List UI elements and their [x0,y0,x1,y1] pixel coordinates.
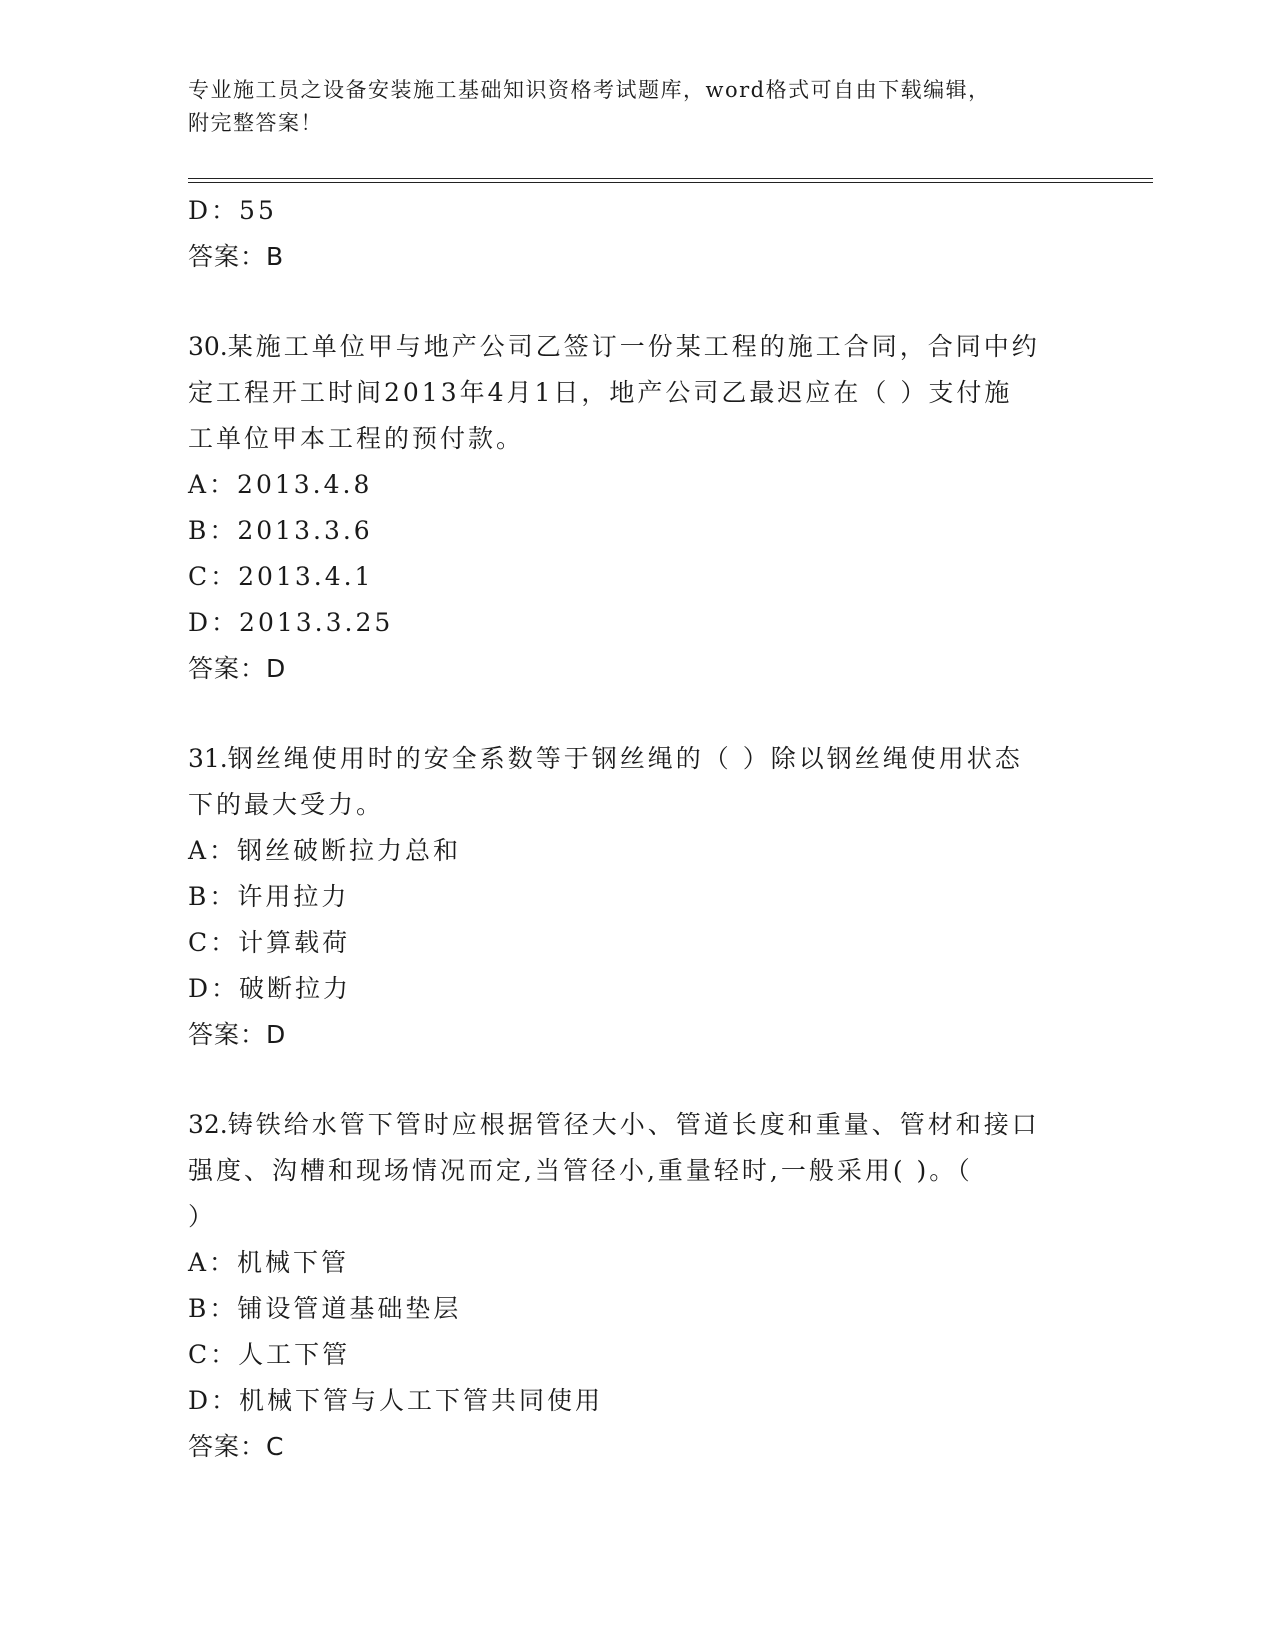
answer-line: 答案：D [188,654,287,683]
option-d: D：机械下管与人工下管共同使用 [188,1386,604,1415]
question-line-text: 钢丝绳使用时的安全系数等于钢丝绳的（ ）除以钢丝绳使用状态 [227,744,1023,773]
header-double-rule [188,178,1153,183]
document-header [188,74,1068,140]
option-b: B：许用拉力 [188,882,350,911]
question-text [188,736,1068,828]
option-d: D：2013.3.25 [188,608,394,637]
question-line-2: 下的最大受力。 [188,790,385,819]
option-a: A：钢丝破断拉力总和 [188,836,462,865]
question-line-3: ） [188,1202,217,1231]
option-b: B：铺设管道基础垫层 [188,1294,462,1323]
question-line-3: 工单位甲本工程的预付款。 [188,424,525,453]
document-body [188,188,1068,1470]
question-line-1 [188,736,1068,782]
question-number: 31. [188,744,228,773]
option-c: C：2013.4.1 [188,562,374,591]
question-line-text: 铸铁给水管下管时应根据管径大小、管道长度和重量、管材和接口 [227,1110,1040,1139]
question-30 [188,324,1068,692]
question-line-text: 某施工单位甲与地产公司乙签订一份某工程的施工合同，合同中约 [227,332,1040,361]
option-a: A：2013.4.8 [188,470,373,499]
question-line-1 [188,1102,1068,1148]
option-d: D：破断拉力 [188,974,352,1003]
question-line-2: 强度、沟槽和现场情况而定,当管径小,重量轻时,一般采用( )。（ [188,1156,973,1185]
option-c: C：人工下管 [188,1340,351,1369]
answer-line: 答案：B [188,242,285,271]
answer-line: 答案：C [188,1432,285,1461]
header-title-line-2: 附完整答案！ [188,111,323,135]
question-line-2: 定工程开工时间2013年4月1日，地产公司乙最迟应在（ ）支付施 [188,378,1013,407]
header-title-line-1: 专业施工员之设备安装施工基础知识资格考试题库，word格式可自由下载编辑， [188,78,991,102]
question-text [188,1102,1068,1240]
option-c: C：计算载荷 [188,928,351,957]
question-32 [188,1102,1068,1470]
question-31 [188,736,1068,1058]
option-a: A：机械下管 [188,1248,350,1277]
answer-line: 答案：D [188,1020,287,1049]
option-d: D：55 [188,196,277,225]
question-line-1 [188,324,1068,370]
question-number: 30. [188,332,228,361]
question-number: 32. [188,1110,228,1139]
option-b: B：2013.3.6 [188,516,373,545]
question-text [188,324,1068,462]
